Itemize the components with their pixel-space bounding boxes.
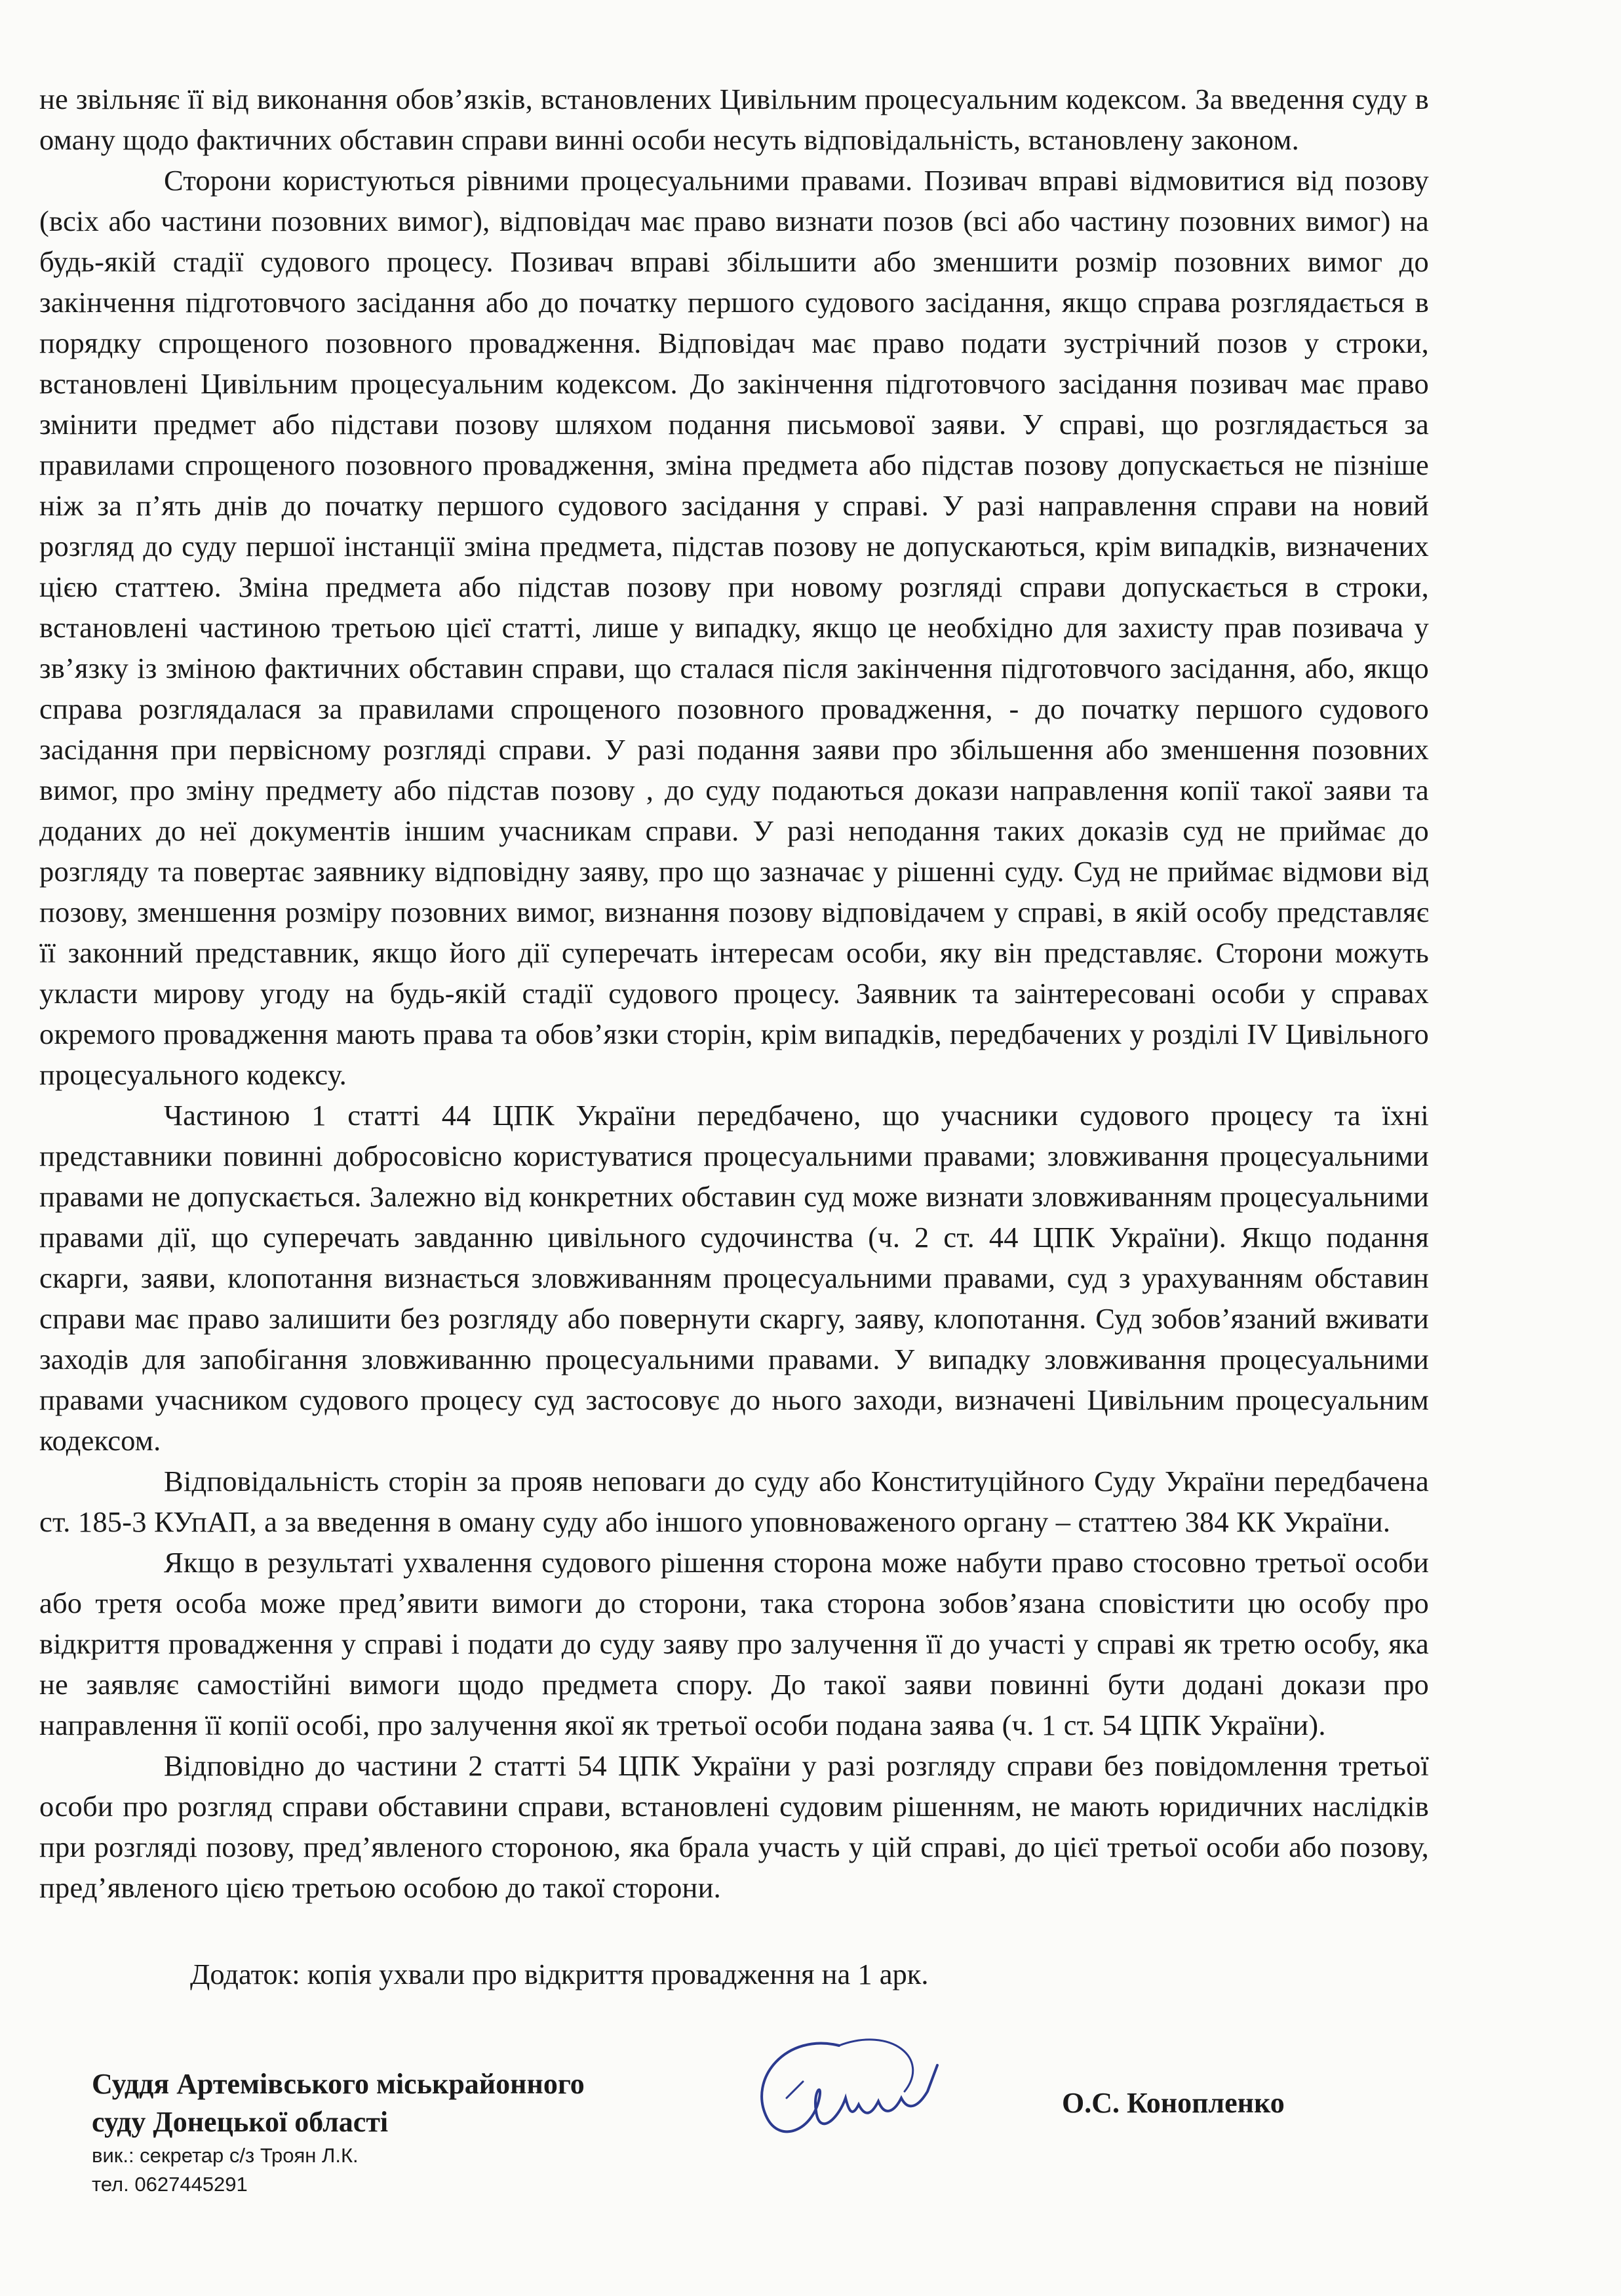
paragraph-liability: Відповідальність сторін за прояв неповаги до суду або Конституційного Суду України передбачена ст. 185-3 КУпАП, а за введення в оману суду або іншого уповноваженого органу – статтею 384 КК України. — [39, 1465, 1429, 1538]
paragraph-procedural-rights: Сторони користуються рівними процесуальними правами. Позивач вправі відмовитися від позову (всіх або частини позовних вимог), відповідач має право визнати позов (всі або частину позовних вимог) на будь-якій стадії судового процесу. Позивач вправі збільшити або зменшити розмір позовних вимог до закінчення підготовчого засідання або до початку першого судового засідання, якщо справа розглядається в порядку спрощеного позовного провадження. Відповідач має право подати зустрічний позов у строки, встановлені Цивільним процесуальним кодексом. До закінчення підготовчого засідання позивач має право змінити предмет або підстави позову шляхом подання письмової заяви. У справі, що розглядається за правилами спрощеного позовного провадження, зміна предмета або підстав позову допускається не пізніше ніж за п’ять днів до початку першого судового засідання у справі. У разі направлення справи на новий розгляд до суду першої інстанції зміна предмета, підстав позову не допускаються, крім випадків, визначених цією статтею. Зміна предмета або підстав позову при новому розгляді справи допускається в строки, встановлені частиною третьою цієї статті, лише у випадку, якщо це необхідно для захисту прав позивача у зв’язку із зміною фактичних обставин справи, що сталася після закінчення підготовчого засідання, або, якщо справа розглядалася за правилами спрощеного позовного провадження, - до початку першого судового засідання при первісному розгляді справи. У разі подання заяви про збільшення або зменшення позовних вимог, про зміну предмету або підстав позову , до суду подаються докази направлення копії такої заяви та доданих до неї документів іншим учасникам справи. У разі неподання таких доказів суд не приймає до розгляду та повертає заявнику відповідну заяву, про що зазначає у рішенні суду. Суд не приймає відмови від позову, зменшення розміру позовних вимог, визнання позову відповідачем у справі, в якій особу представляє її законний представник, якщо його дії суперечать інтересам особи, яку він представляє. Сторони можуть укласти мирову угоду на будь-якій стадії судового процесу. Заявник та заінтересовані особи у справах окремого провадження мають права та обов’язки сторін, крім випадків, передбачених у розділі IV Цивільного процесуального кодексу. — [39, 164, 1429, 1091]
judge-name: О.С. Коноплeнко — [1062, 2087, 1285, 2119]
judge-title-line1: Суддя Артемівського міськрайонного — [92, 2068, 585, 2100]
phone-line: тел. 0627445291 — [92, 2173, 248, 2196]
executor-line: вик.: секретар с/з Троян Л.К. — [92, 2144, 359, 2167]
handwritten-signature — [741, 2019, 977, 2164]
paragraph-third-party: Якщо в результаті ухвалення судового рішення сторона може набути право стосовно третьої особи або третя особа може пред’явити вимоги до сторони, така сторона зобов’язана сповістити цю особу про відкриття провадження у справі і подати до суду заяву про залучення її до участі у справі як третю особу, яка не заявляє самостійні вимоги щодо предмета спору. До такої заяви повинні бути додані докази про направлення її копії особі, про залучення якої як третьої особи подана заява (ч. 1 ст. 54 ЦПК України). — [39, 1546, 1429, 1741]
judge-title-line2: суду Донецької області — [92, 2106, 389, 2138]
attachment-note: Додаток: копія ухвали про відкриття провадження на 1 арк. — [190, 1958, 929, 1990]
paragraph-continuation: не звільняє її від виконання обов’язків, встановлених Цивільним процесуальним кодексом. За введення суду в оману щодо фактичних обставин справи винні особи несуть відповідальність, встановлену законом. — [39, 83, 1429, 156]
paragraph-abuse-of-rights: Частиною 1 статті 44 ЦПК України передбачено, що учасники судового процесу та їхні представники повинні добросовісно користуватися процесуальними правами; зловживання процесуальними правами не допускається. Залежно від конкретних обставин суд може визнати зловживанням процесуальними правами дії, що суперечать завданню цивільного судочинства (ч. 2 ст. 44 ЦПК України). Якщо подання скарги, заяви, клопотання визнається зловживанням процесуальними правами, суд з урахуванням обставин справи має право залишити без розгляду або повернути скаргу, заяву, клопотання. Суд зобов’язаний вживати заходів для запобігання зловживанню процесуальними правами. У випадку зловживання процесуальними правами учасником судового процесу суд застосовує до нього заходи, визначені Цивільним процесуальним кодексом. — [39, 1099, 1429, 1457]
document-body — [39, 79, 1429, 1908]
paragraph-third-party-notice: Відповідно до частини 2 статті 54 ЦПК України у разі розгляду справи без повідомлення третьої особи про розгляд справи обставини справи, встановлені судовим рішенням, не мають юридичних наслідків при розгляді позову, пред’явленого стороною, яка брала участь у цій справі, до цієї третьої особи або позову, пред’явленого цією третьою особою до такої сторони. — [39, 1749, 1429, 1904]
signature-block — [92, 2065, 585, 2199]
